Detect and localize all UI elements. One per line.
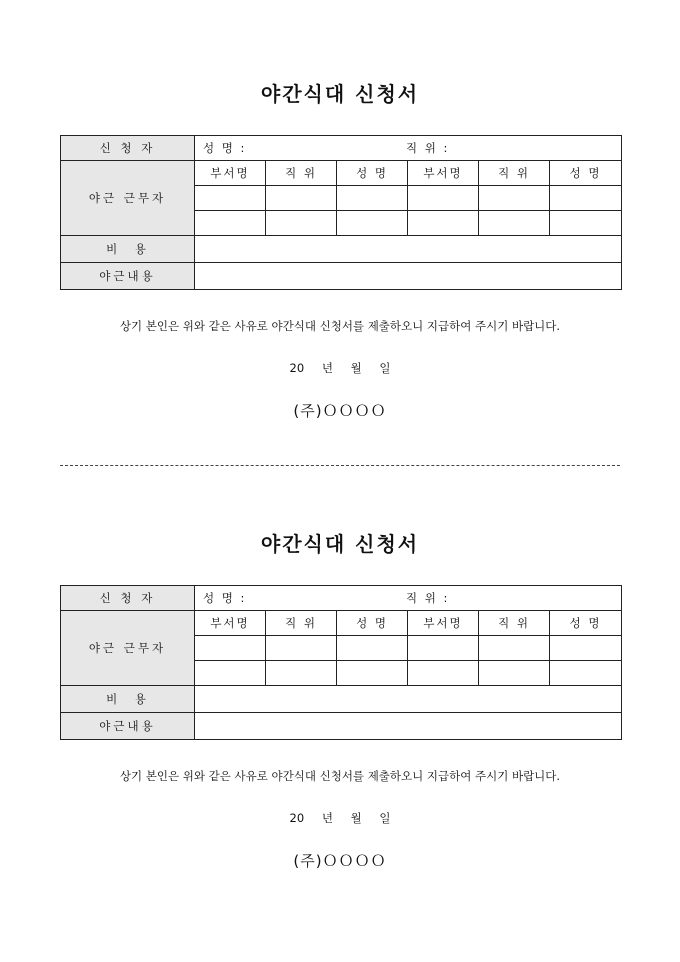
worker-cell[interactable] xyxy=(550,636,622,661)
worker-cell[interactable] xyxy=(479,661,550,686)
worker-header-name: 성 명 xyxy=(337,611,408,636)
worker-header-rank: 직 위 xyxy=(479,161,550,186)
worker-cell[interactable] xyxy=(550,661,622,686)
statement-text: 상기 본인은 위와 같은 사유로 야간식대 신청서를 제출하오니 지급하여 주시기 바랍니다. xyxy=(119,319,561,333)
workers-label: 야근 근무자 xyxy=(61,611,195,686)
worker-cell[interactable] xyxy=(337,661,408,686)
worker-cell[interactable] xyxy=(408,211,479,236)
form-title: 야간식대 신청서 xyxy=(260,532,420,556)
worker-cell[interactable] xyxy=(337,636,408,661)
worker-cell[interactable] xyxy=(408,661,479,686)
workers-label: 야근 근무자 xyxy=(61,161,195,236)
worker-header-dept: 부서명 xyxy=(195,611,266,636)
applicant-label: 신 청 자 xyxy=(61,586,195,611)
worker-header-rank: 직 위 xyxy=(479,611,550,636)
applicant-name-label: 성 명 : xyxy=(203,141,247,155)
applicant-label: 신 청 자 xyxy=(61,136,195,161)
worker-cell[interactable] xyxy=(266,636,337,661)
content-field[interactable] xyxy=(195,263,622,290)
cut-line-divider xyxy=(60,465,620,466)
worker-cell[interactable] xyxy=(479,211,550,236)
worker-header-name: 성 명 xyxy=(550,161,622,186)
cost-label: 비 용 xyxy=(61,686,195,713)
worker-cell[interactable] xyxy=(337,186,408,211)
worker-header-rank: 직 위 xyxy=(266,161,337,186)
worker-cell[interactable] xyxy=(479,636,550,661)
worker-cell[interactable] xyxy=(408,186,479,211)
applicant-field[interactable] xyxy=(195,586,622,611)
worker-cell[interactable] xyxy=(479,186,550,211)
content-field[interactable] xyxy=(195,713,622,740)
worker-cell[interactable] xyxy=(266,661,337,686)
worker-cell[interactable] xyxy=(195,186,266,211)
worker-cell[interactable] xyxy=(195,636,266,661)
content-label: 야근내용 xyxy=(61,263,195,290)
worker-cell[interactable] xyxy=(550,186,622,211)
worker-cell[interactable] xyxy=(408,636,479,661)
company-name: (주)ＯＯＯＯ xyxy=(293,402,387,420)
worker-header-name: 성 명 xyxy=(337,161,408,186)
applicant-name-label: 성 명 : xyxy=(203,591,247,605)
worker-cell[interactable] xyxy=(195,661,266,686)
date-line: 20 년 월 일 xyxy=(289,361,391,375)
worker-header-dept: 부서명 xyxy=(195,161,266,186)
worker-cell[interactable] xyxy=(266,211,337,236)
applicant-field[interactable] xyxy=(195,136,622,161)
worker-cell[interactable] xyxy=(266,186,337,211)
form-title: 야간식대 신청서 xyxy=(260,82,420,106)
cost-label: 비 용 xyxy=(61,236,195,263)
applicant-rank-label: 직 위 : xyxy=(406,141,450,155)
worker-header-name: 성 명 xyxy=(550,611,622,636)
worker-header-dept: 부서명 xyxy=(408,611,479,636)
company-name: (주)ＯＯＯＯ xyxy=(293,852,387,870)
applicant-rank-label: 직 위 : xyxy=(406,591,450,605)
application-table xyxy=(60,135,622,290)
statement-text: 상기 본인은 위와 같은 사유로 야간식대 신청서를 제출하오니 지급하여 주시기 바랍니다. xyxy=(119,769,561,783)
application-table xyxy=(60,585,622,740)
content-label: 야근내용 xyxy=(61,713,195,740)
cost-field[interactable] xyxy=(195,686,622,713)
worker-header-dept: 부서명 xyxy=(408,161,479,186)
date-line: 20 년 월 일 xyxy=(289,811,391,825)
cost-field[interactable] xyxy=(195,236,622,263)
worker-cell[interactable] xyxy=(550,211,622,236)
worker-cell[interactable] xyxy=(195,211,266,236)
worker-cell[interactable] xyxy=(337,211,408,236)
worker-header-rank: 직 위 xyxy=(266,611,337,636)
